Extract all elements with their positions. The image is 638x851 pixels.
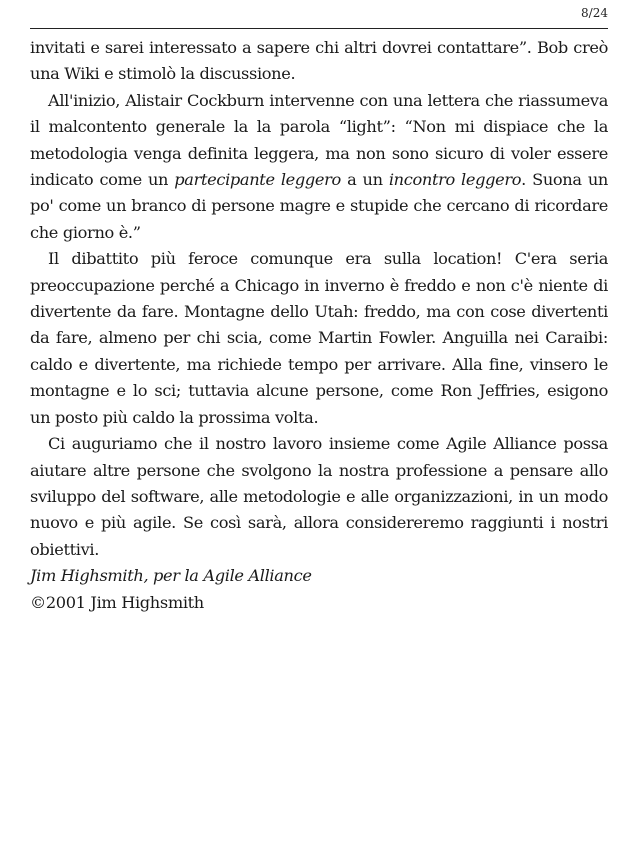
text-run: . Suona un po' come un branco di persone magre e stupide che cercano di ricordare che giorno è.” bbox=[30, 170, 608, 242]
italic-phrase: incontro leggero bbox=[388, 170, 522, 190]
copyright-line: ©2001 Jim Highsmith bbox=[30, 592, 204, 612]
page-header bbox=[30, 0, 608, 29]
text-run: Ci auguriamo che il nostro lavoro insieme come Agile Alliance possa aiutare altre persone che svolgono la nostra professione a pensare allo sviluppo del software, alle metodologie e alle organizzazioni, in un modo nuovo e più agile. Se così sarà, allora considereremo raggiunti i nostri obiettivi. bbox=[30, 434, 608, 559]
paragraph-2 bbox=[30, 88, 608, 246]
text-run: Il dibattito più feroce comunque era sulla location! C'era seria preoccupazione perché a Chicago in inverno è freddo e non c'è niente di divertente da fare. Montagne dello Utah: freddo, ma con cose divertenti da fare, almeno per chi scia, come Martin Fowler. Anguilla nei Caraibi: caldo e divertente, ma richiede tempo per arrivare. Alla fine, vinsero le montagne e lo sci; tuttavia alcune persone, come Ron Jeffries, esigono un posto più caldo la prossima volta. bbox=[30, 249, 608, 427]
signature-author: Jim Highsmith, per la Agile Alliance bbox=[30, 566, 312, 586]
paragraph-3 bbox=[30, 246, 608, 431]
italic-phrase: partecipante leggero bbox=[174, 170, 341, 190]
text-run: invitati e sarei interessato a sapere chi altri dovrei contattare”. Bob creò una Wiki e stimolò la discussione. bbox=[30, 38, 608, 84]
page-number: 8/24 bbox=[581, 6, 608, 20]
document-body bbox=[30, 35, 608, 616]
paragraph-4 bbox=[30, 431, 608, 563]
text-run: All'inizio, Alistair Cockburn intervenne con una lettera che riassumeva il malcontento generale la la parola “light”: “Non mi dispiace che la metodologia venga definita leggera, ma non sono sicuro di voler essere indicato come un bbox=[30, 90, 608, 190]
paragraph-1 bbox=[30, 35, 608, 88]
text-run: a un bbox=[340, 170, 389, 190]
